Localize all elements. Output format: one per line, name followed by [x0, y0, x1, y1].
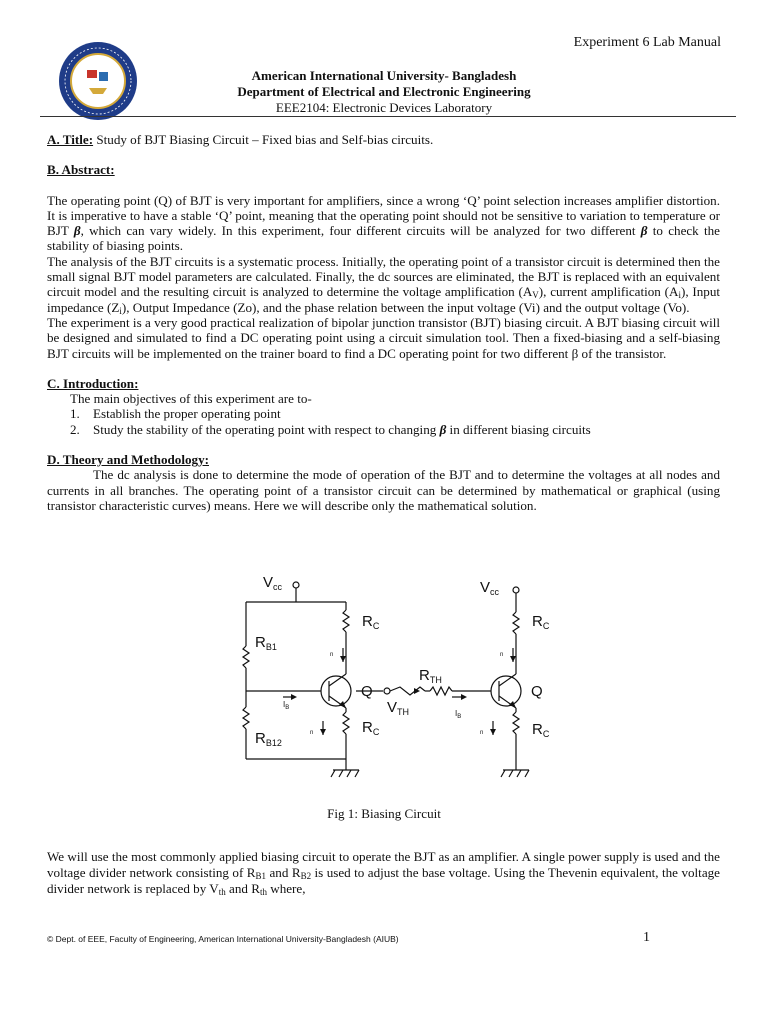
svg-text:n: n	[330, 652, 334, 658]
figure-caption: Fig 1: Biasing Circuit	[327, 806, 441, 821]
header-rule	[40, 116, 736, 117]
section-c-heading: C. Introduction:	[47, 375, 139, 391]
abstract-paragraph-1: The operating point (Q) of BJT is very important for amplifiers, since a wrong ‘Q’ point selection increases amplifier distortion. It is imperative to have a stable ‘Q’ point, meaning that the operating point should not be sensitive to variation to temperature or BJT β, which can vary widely. In this experiment, four different circuits will be analyzed for two different β to check the stability of biasing points.	[47, 192, 720, 254]
svg-text:VTH: $V_{TH}$	[387, 699, 410, 717]
list-item: 1. Establish the proper operating point	[70, 406, 281, 422]
svg-text:n: n	[310, 730, 314, 736]
main-content	[47, 132, 720, 513]
abstract-paragraph-3: The experiment is a very good practical realization of bipolar junction transistor (BJT) biasing circuit. A BJT biasing circuit will be designed and simulated to find a DC operating point using a circuit simulation tool. Then a fixed-biasing and a self-biasing BJT circuits will be implemented on the trainer board to find a DC operating point for two different β of the transistor.	[47, 314, 720, 361]
section-a-title	[47, 132, 720, 147]
university-name: American International University- Bangladesh	[251, 68, 517, 83]
university-header	[0, 68, 768, 116]
page-number: 1	[643, 930, 650, 945]
svg-text:Q: Q	[531, 683, 543, 700]
theory-paragraph: The dc analysis is done to determine the mode of operation of the BJT and to determine the voltages at all nodes and currents in all branches. The operating point of a transistor circuit can be determined by mathematical or graphical (using transistor characteristic curves) means. Here we will describe only the mathematical solution.	[47, 467, 720, 513]
svg-text:Vcc: $V_{cc}$	[480, 579, 500, 597]
svg-text:Q: Q	[361, 683, 373, 700]
list-item: 2. Study the stability of the operating point with respect to changing β in different biasing circuits	[70, 421, 591, 437]
section-b-heading: B. Abstract:	[47, 162, 115, 178]
section-a-heading: A. Title:	[47, 132, 94, 147]
objectives-list	[47, 406, 720, 437]
experiment-label: Experiment 6 Lab Manual	[573, 35, 721, 50]
department-name: Department of Electrical and Electronic Engineering	[237, 84, 531, 99]
introduction-text: The main objectives of this experiment are to-	[70, 391, 312, 407]
svg-text:RB1: $R_{B1}$	[255, 634, 277, 652]
svg-text:RC: $R_C$	[362, 613, 380, 631]
section-a-text: Study of BJT Biasing Circuit – Fixed bias and Self-bias circuits.	[93, 132, 434, 147]
svg-text:n: n	[480, 730, 484, 736]
svg-text:RTH: $R_{TH}$	[419, 667, 442, 685]
svg-text:RIB: $I_B$	[283, 700, 290, 711]
svg-text:RC: $R_C$	[532, 613, 550, 631]
svg-text:RC: $R_C$	[362, 719, 380, 737]
course-name: EEE2104: Electronic Devices Laboratory	[275, 100, 493, 115]
section-d-heading: D. Theory and Methodology:	[47, 452, 209, 468]
svg-text:IB: $I_B$	[455, 709, 462, 720]
svg-text:n: n	[500, 652, 504, 658]
biasing-circuit-diagram	[225, 568, 565, 788]
svg-text:Vcc: $V_{cc}$	[263, 574, 283, 592]
abstract-paragraph-2: The analysis of the BJT circuits is a systematic process. Initially, the operating point of a transistor circuit is determined then the small signal BJT model parameters are calculated. Finally, the dc sources are eliminated, the BJT is replaced with an equivalent circuit model and the resulting circuit is analyzed to determine the voltage amplification $(A_V)$, current amplification $(A_i)$, Input impedance $(Z_i)$, Output Impedance (Zo), and the phase relation between the input voltage (Vi) and the output voltage (Vo).	[47, 253, 721, 316]
svg-text:RB12: $R_{B12}$	[255, 730, 282, 748]
svg-text:RC: $R_C$	[532, 721, 550, 739]
closing-paragraph: We will use the most commonly applied biasing circuit to operate the BJT as an amplifier. A single power supply is used and the voltage divider network consisting of $R_{B1}$ and $R_{B2}$ is used to adjust the base voltage. Using the Thevenin equivalent, the voltage divider network is replaced by $V_{th}$ and $R_{th}$ where,	[47, 849, 720, 898]
footer-copyright: © Dept. of EEE, Faculty of Engineering, American International University-Bangladesh (AIUB)	[47, 934, 399, 944]
